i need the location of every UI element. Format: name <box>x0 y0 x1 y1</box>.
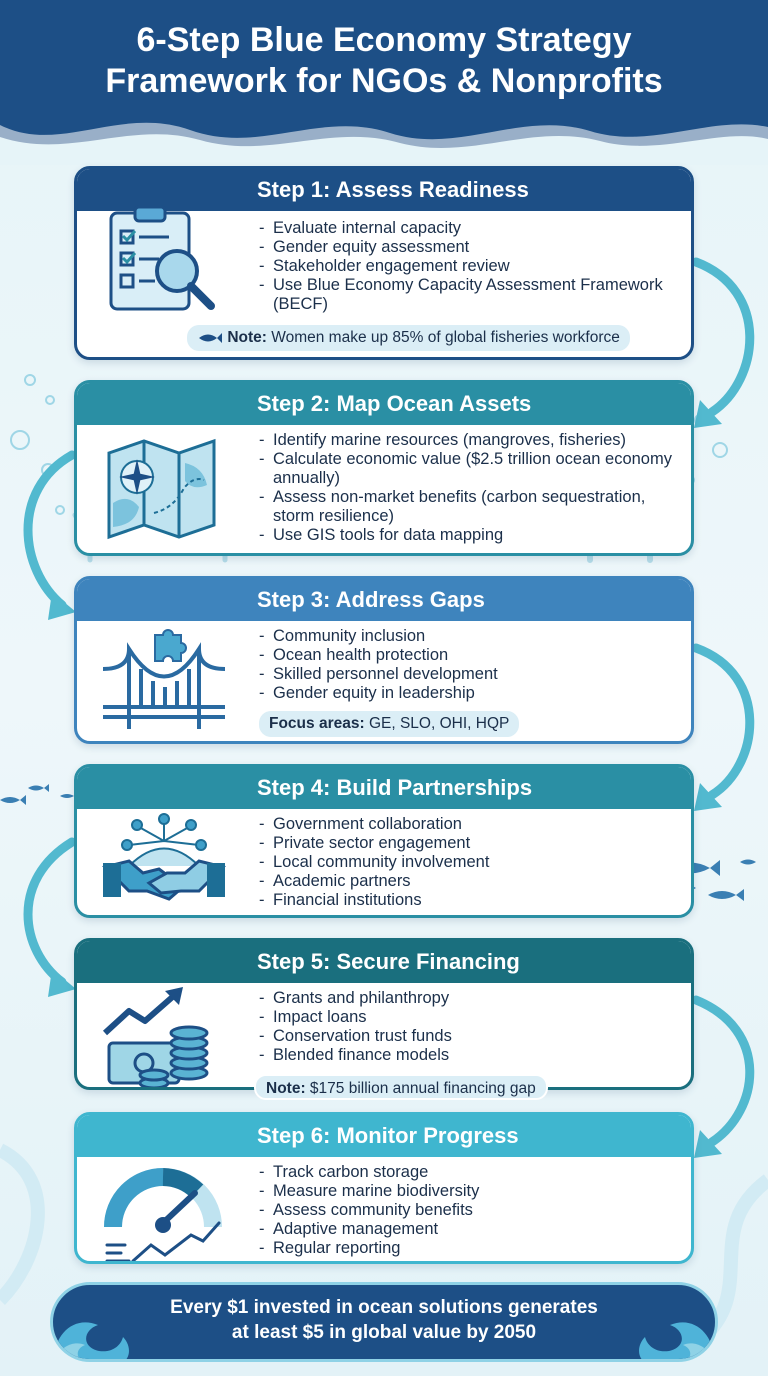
list-item: - Academic partners <box>259 872 675 891</box>
footer-line-1: Every $1 invested in ocean solutions generates <box>170 1297 598 1318</box>
footer-banner <box>50 1282 718 1362</box>
list-item: - Blended finance models <box>259 1046 675 1065</box>
list-item: - Measure marine biodiversity <box>259 1182 675 1201</box>
step-3-note <box>259 711 519 737</box>
note-text: GE, SLO, OHI, HQP <box>364 715 510 732</box>
step-2-title: Step 2: Map Ocean Assets <box>77 383 691 425</box>
note-label: Focus areas: <box>269 715 365 732</box>
list-item: - Assess community benefits <box>259 1201 675 1220</box>
footer-text <box>53 1295 715 1345</box>
fish-icon <box>197 331 223 345</box>
step-card-1 <box>74 166 694 360</box>
step-1-list <box>259 219 675 314</box>
step-1-title: Step 1: Assess Readiness <box>77 169 691 211</box>
list-item: - Local community involvement <box>259 853 675 872</box>
list-item: - Stakeholder engagement review <box>259 257 675 276</box>
note-label: Note: <box>266 1080 306 1097</box>
note-text: $175 billion annual financing gap <box>305 1080 536 1097</box>
step-5-title: Step 5: Secure Financing <box>77 941 691 983</box>
list-item: - Community inclusion <box>259 627 675 646</box>
list-item: - Gender equity assessment <box>259 238 675 257</box>
list-item: - Adaptive management <box>259 1220 675 1239</box>
list-item: - Assess non-market benefits (carbon sequestration, storm resilience) <box>259 488 675 526</box>
list-item: - Track carbon storage <box>259 1163 675 1182</box>
step-2-list <box>259 431 675 545</box>
note-text: Women make up 85% of global fisheries workforce <box>266 329 620 346</box>
list-item: - Gender equity in leadership <box>259 684 675 703</box>
list-item: - Identify marine resources (mangroves, fisheries) <box>259 431 675 450</box>
list-item: - Private sector engagement <box>259 834 675 853</box>
step-card-6 <box>74 1112 694 1264</box>
list-item: - Regular reporting <box>259 1239 675 1258</box>
step-6-list <box>259 1163 675 1258</box>
step-5-list <box>259 989 675 1065</box>
list-item: - Grants and philanthropy <box>259 989 675 1008</box>
gauge-chart-icon <box>99 1157 229 1264</box>
step-card-2 <box>74 380 694 556</box>
list-item: - Financial institutions <box>259 891 675 910</box>
step-4-title: Step 4: Build Partnerships <box>77 767 691 809</box>
note-label: Note: <box>227 329 267 346</box>
list-item: - Government collaboration <box>259 815 675 834</box>
list-item: - Conservation trust funds <box>259 1027 675 1046</box>
list-item: - Impact loans <box>259 1008 675 1027</box>
title-line-1: 6-Step Blue Economy Strategy <box>136 21 632 59</box>
clipboard-magnifier-icon <box>99 203 229 313</box>
step-card-4 <box>74 764 694 918</box>
list-item: - Use GIS tools for data mapping <box>259 526 675 545</box>
money-growth-icon <box>99 983 229 1090</box>
map-compass-icon <box>99 433 229 543</box>
step-3-list <box>259 627 675 703</box>
handshake-network-icon <box>99 811 229 918</box>
step-6-title: Step 6: Monitor Progress <box>77 1115 691 1157</box>
list-item: - Skilled personnel development <box>259 665 675 684</box>
list-item: - Evaluate internal capacity <box>259 219 675 238</box>
step-1-note <box>187 325 630 351</box>
title-line-2: Framework for NGOs & Nonprofits <box>105 62 663 100</box>
step-card-3 <box>74 576 694 744</box>
list-item: - Calculate economic value ($2.5 trillion ocean economy annually) <box>259 450 675 488</box>
step-5-note <box>254 1074 548 1100</box>
list-item: - Use Blue Economy Capacity Assessment Framework (BECF) <box>259 276 675 314</box>
step-card-5 <box>74 938 694 1090</box>
step-4-list <box>259 815 675 910</box>
step-3-title: Step 3: Address Gaps <box>77 579 691 621</box>
bridge-puzzle-icon <box>99 629 229 739</box>
footer-line-2: at least $5 in global value by 2050 <box>231 1322 537 1343</box>
list-item: - Ocean health protection <box>259 646 675 665</box>
